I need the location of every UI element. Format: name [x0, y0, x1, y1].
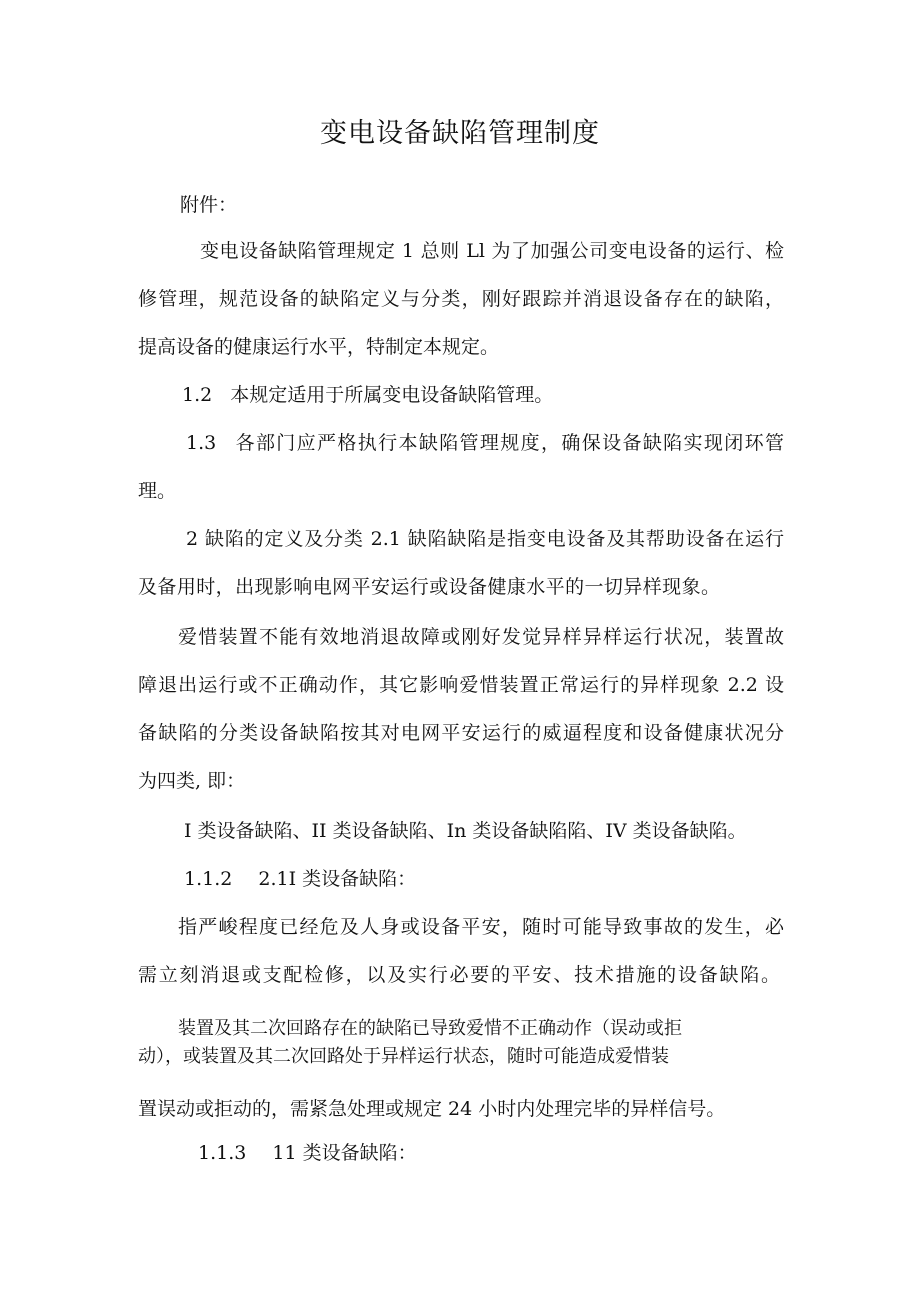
paragraph-line: 动），或装置及其二次回路处于异样运行状态，随时可能造成爱惜装: [138, 1046, 669, 1067]
paragraph-line: 修管理，规范设备的缺陷定义与分类，刚好跟踪并消退设备存在的缺陷，: [138, 288, 784, 310]
paragraph-line: 提高设备的健康运行水平，特制定本规定。: [138, 336, 500, 358]
paragraph-line: 2 缺陷的定义及分类 2.1 缺陷缺陷是指变电设备及其帮助设备在运行: [186, 528, 784, 550]
clause-number: 1.2: [182, 384, 213, 406]
paragraph-line: 装置及其二次回路存在的缺陷已导致爱惜不正确动作（误动或拒: [178, 1018, 682, 1039]
paragraph-line: 爱惜装置不能有效地消退故障或刚好发觉异样异样运行状况，装置故: [178, 626, 784, 648]
paragraph-line: 置误动或拒动的，需紧急处理或规定 24 小时内处理完毕的异样信号。: [138, 1098, 726, 1120]
clause-number: 1.3: [186, 432, 217, 454]
clause-text: 各部门应严格执行本缺陷管理规度，确保设备缺陷实现闭环管: [234, 432, 784, 454]
paragraph-line: 障退出运行或不正确动作，其它影响爱惜装置正常运行的异样现象 2.2 设: [138, 674, 784, 696]
clause-text: 2.1I 类设备缺陷：: [258, 868, 417, 890]
paragraph-line: 备缺陷的分类设备缺陷按其对电网平安运行的威逼程度和设备健康状况分: [138, 722, 784, 744]
paragraph-line: 指严峻程度已经危及人身或设备平安，随时可能导致事故的发生，必: [178, 916, 784, 938]
attachment-label: 附件：: [180, 194, 238, 216]
clause-text: 11 类设备缺陷：: [272, 1142, 417, 1164]
paragraph-line: 理。: [138, 480, 177, 502]
clause-1-1-3: [198, 1138, 848, 1168]
document-title: 变电设备缺陷管理制度: [320, 118, 600, 149]
paragraph-line: 变电设备缺陷管理规定 1 总则 Ll 为了加强公司变电设备的运行、检: [200, 240, 784, 262]
paragraph-line: 及备用时，出现影响电网平安运行或设备健康水平的一切异样现象。: [138, 576, 720, 598]
clause-1-3: [186, 428, 784, 458]
paragraph-line: 需立刻消退或支配检修，以及实行必要的平安、技术措施的设备缺陷。: [138, 964, 780, 986]
defect-classes-line: I 类设备缺陷、II 类设备缺陷、In 类设备缺陷陷、IV 类设备缺陷。: [184, 820, 747, 842]
clause-number: 1.1.3: [198, 1142, 247, 1164]
paragraph-line: 为四类, 即：: [138, 770, 246, 792]
clause-text: 本规定适用于所属变电设备缺陷管理。: [230, 384, 554, 406]
clause-number: 1.1.2: [184, 868, 233, 890]
clause-1-1-2: [184, 864, 834, 894]
clause-1-2: [182, 380, 832, 410]
